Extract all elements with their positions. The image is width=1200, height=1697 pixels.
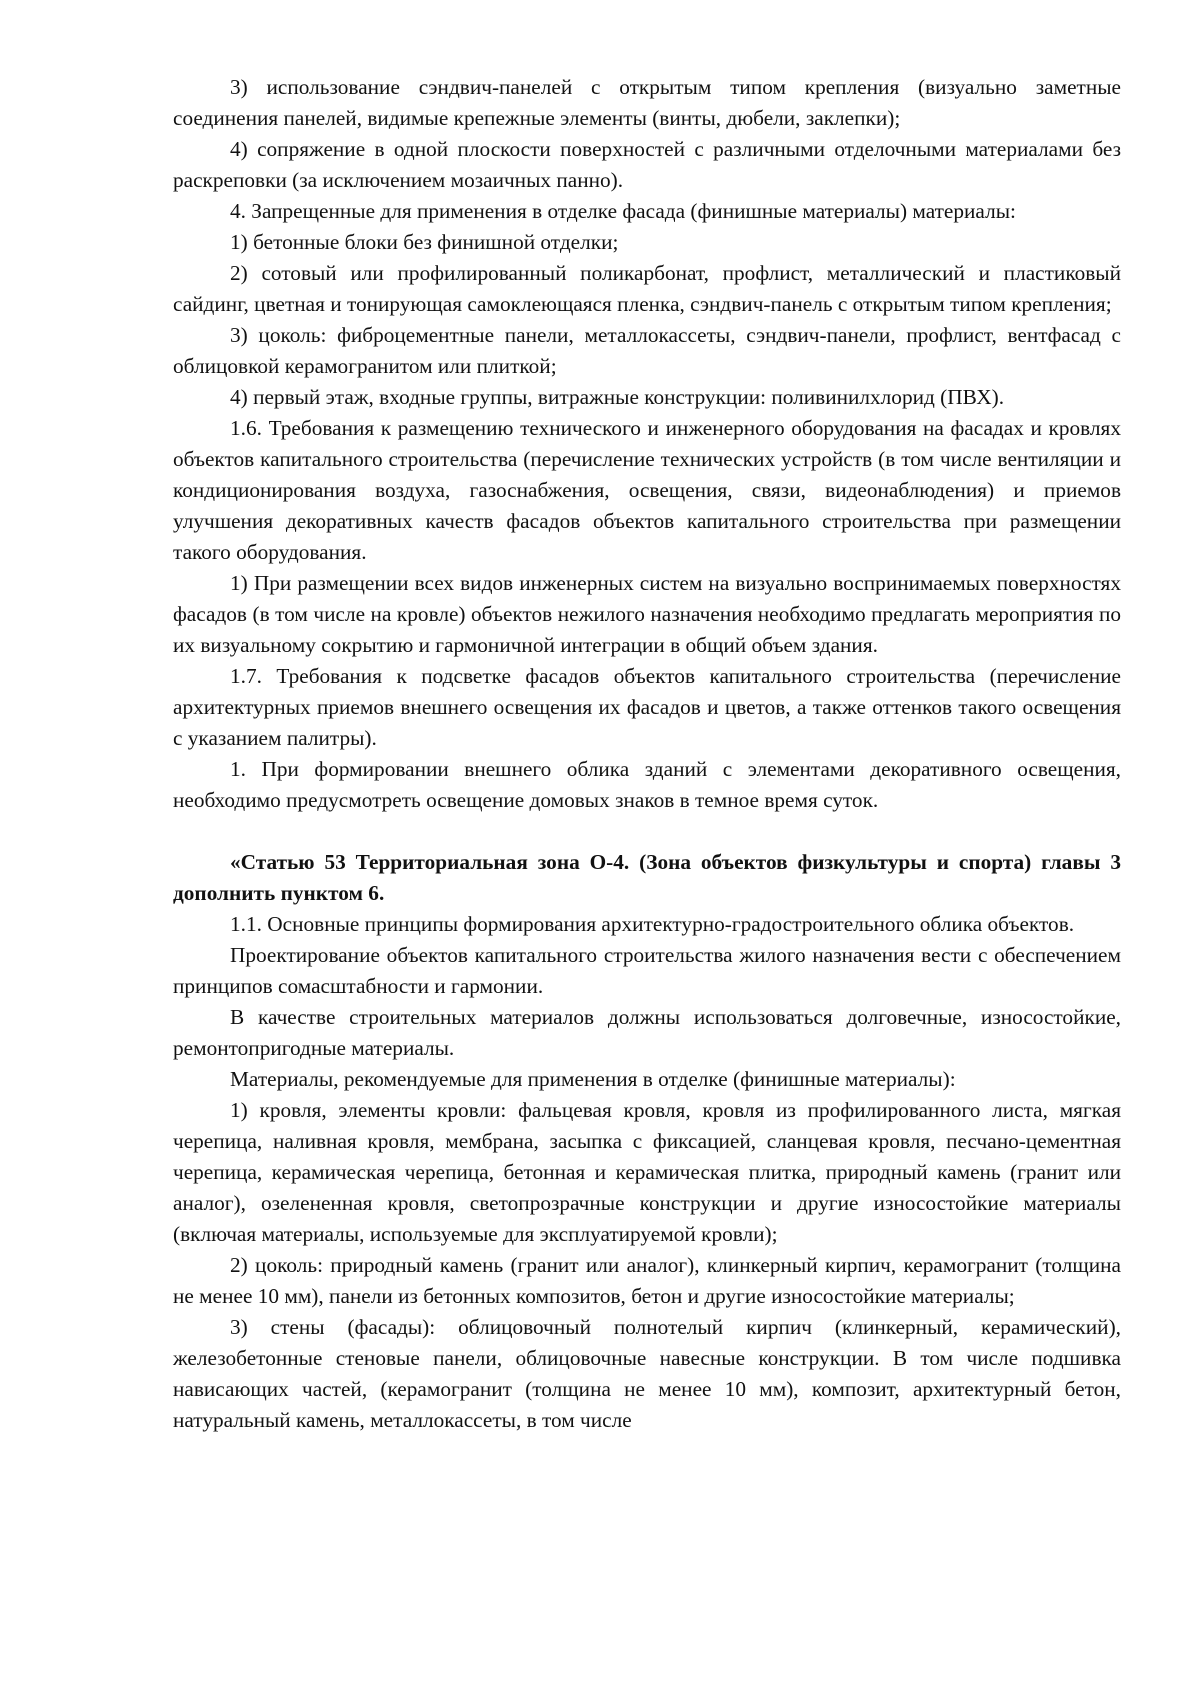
paragraph-section-1-7: 1.7. Требования к подсветке фасадов объектов капитального строительства (перечисление архитектурных приемов внешнего освещения их фасадов и цветов, а также оттенков такого освещения с указанием палитры). xyxy=(173,664,1121,750)
paragraph-building-materials: В качестве строительных материалов должны использоваться долговечные, износостойкие, ремонтопригодные материалы. xyxy=(173,1005,1121,1060)
paragraph-roofing: 1) кровля, элементы кровли: фальцевая кровля, кровля из профилированного листа, мягкая черепица, наливная кровля, мембрана, засыпка с фиксацией, сланцевая кровля, песчано-цементная черепица, керамическая черепица, бетонная и керамическая плитка, природный камень (гранит или аналог), озелененная кровля, светопрозрачные конструкции и другие износостойкие материалы (включая материалы, используемые для эксплуатируемой кровли); xyxy=(173,1098,1121,1246)
paragraph-plinth-recommended: 2) цоколь: природный камень (гранит или аналог), клинкерный кирпич, керамогранит (толщина не менее 10 мм), панели из бетонных композитов, бетон и другие износостойкие материалы; xyxy=(173,1253,1121,1308)
paragraph-design-principles: Проектирование объектов капитального строительства жилого назначения вести с обеспечением принципов сомасштабности и гармонии. xyxy=(173,943,1121,998)
paragraph-first-floor-pvc: 4) первый этаж, входные группы, витражные конструкции: поливинилхлорид (ПВХ). xyxy=(230,385,1005,409)
paragraph-decorative-lighting: 1. При формировании внешнего облика зданий с элементами декоративного освещения, необходимо предусмотреть освещение домовых знаков в темное время суток. xyxy=(173,757,1121,812)
paragraph-prohibited-materials-heading: 4. Запрещенные для применения в отделке фасада (финишные материалы) материалы: xyxy=(230,199,1016,223)
paragraph-sandwich-panels-open: 3) использование сэндвич-панелей с открытым типом крепления (визуально заметные соединения панелей, видимые крепежные элементы (винты, дюбели, заклепки); xyxy=(173,75,1121,130)
paragraph-surface-conjunction: 4) сопряжение в одной плоскости поверхностей с различными отделочными материалами без раскреповки (за исключением мозаичных панно). xyxy=(173,137,1121,192)
paragraph-recommended-materials-heading: Материалы, рекомендуемые для применения в отделке (финишные материалы): xyxy=(230,1067,956,1091)
paragraph-polycarbonate: 2) сотовый или профилированный поликарбонат, профлист, металлический и пластиковый сайдинг, цветная и тонирующая самоклеющаяся пленка, сэндвич-панель с открытым типом крепления; xyxy=(173,261,1121,316)
heading-article-53: «Статью 53 Территориальная зона О-4. (Зона объектов физкультуры и спорта) главы 3 дополнить пунктом 6. xyxy=(173,850,1121,905)
paragraph-engineering-systems: 1) При размещении всех видов инженерных систем на визуально воспринимаемых поверхностях фасадов (в том числе на кровле) объектов нежилого назначения необходимо предлагать мероприятия по их визуальному сокрытию и гармоничной интеграции в общий объем здания. xyxy=(173,571,1121,657)
paragraph-concrete-blocks: 1) бетонные блоки без финишной отделки; xyxy=(230,230,619,254)
paragraph-walls-facades: 3) стены (фасады): облицовочный полнотелый кирпич (клинкерный, керамический), железобетонные стеновые панели, облицовочные навесные конструкции. В том числе подшивка нависающих частей, (керамогранит (толщина не менее 10 мм), композит, архитектурный бетон, натуральный камень, металлокассеты, в том числе xyxy=(173,1315,1121,1432)
document-page xyxy=(173,72,1121,1436)
paragraph-section-1-1: 1.1. Основные принципы формирования архитектурно-градостроительного облика объектов. xyxy=(230,912,1075,936)
paragraph-plinth-prohibited: 3) цоколь: фиброцементные панели, металлокассеты, сэндвич-панели, профлист, вентфасад с облицовкой керамогранитом или плиткой; xyxy=(173,323,1121,378)
paragraph-section-1-6: 1.6. Требования к размещению технического и инженерного оборудования на фасадах и кровлях объектов капитального строительства (перечисление технических устройств (в том числе вентиляции и кондиционирования воздуха, газоснабжения, освещения, связи, видеонаблюдения) и приемов улучшения декоративных качеств фасадов объектов капитального строительства при размещении такого оборудования. xyxy=(173,416,1121,564)
